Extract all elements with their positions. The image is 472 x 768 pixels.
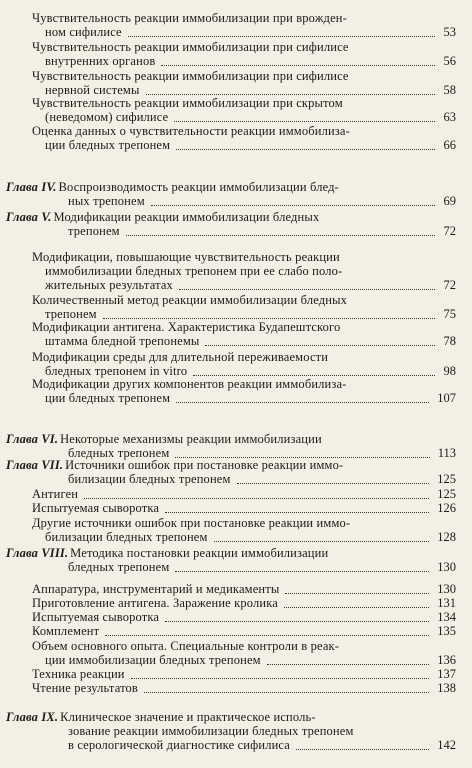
toc-entry-line <box>45 307 97 321</box>
chapter-label: Глава V. <box>6 210 52 224</box>
toc-entry-line <box>68 738 290 752</box>
page-number: 128 <box>437 530 456 544</box>
entry-text: иммобилизации бледных трепонем при ее слабо поло- <box>45 264 343 278</box>
dot-leader <box>193 375 435 376</box>
toc-entry-line <box>32 11 347 25</box>
entry-text: Источники ошибок при постановке реакции иммо- <box>65 458 344 472</box>
page-number: 98 <box>443 364 456 378</box>
toc-entry-line <box>6 710 316 724</box>
entry-text: Аппаратура, инструментарий и медикаменты <box>32 582 280 596</box>
chapter-label: Глава VI. <box>6 432 59 446</box>
page-number: 131 <box>437 596 456 610</box>
toc-entry-line <box>45 110 168 124</box>
entry-text: Другие источники ошибок при постановке реакции иммо- <box>32 516 351 530</box>
toc-entry-line <box>45 334 199 348</box>
toc-entry-line <box>32 596 278 610</box>
toc-entry-line <box>32 516 350 530</box>
toc-entry-line <box>45 530 208 544</box>
chapter-label: Глава IV. <box>6 180 57 194</box>
page-number: 134 <box>437 610 456 624</box>
page-number: 66 <box>443 138 456 152</box>
page-number: 125 <box>437 472 456 486</box>
toc-entry-line <box>32 610 159 624</box>
toc-entry-line <box>45 54 155 68</box>
dot-leader <box>214 541 429 542</box>
dot-leader <box>146 94 435 95</box>
page-number: 126 <box>437 501 456 515</box>
toc-entry-line <box>45 278 173 292</box>
dot-leader <box>175 571 429 572</box>
dot-leader <box>179 289 435 290</box>
entry-text: Некоторые механизмы реакции иммобилизации <box>60 432 322 446</box>
dot-leader <box>144 692 429 693</box>
entry-text: ции бледных трепонем <box>45 391 171 405</box>
toc-entry-line <box>6 180 339 194</box>
entry-text: Техника реакции <box>32 667 125 681</box>
entry-text: Приготовление антигена. Заражение кролика <box>32 596 278 610</box>
entry-text: Антиген <box>32 487 79 501</box>
entry-text: Объем основного опыта. Специальные контроли в реак- <box>32 639 340 653</box>
entry-text: ции бледных трепонем <box>45 138 171 152</box>
toc-entry-line <box>32 124 350 138</box>
dot-leader <box>237 483 429 484</box>
entry-text: нервной системы <box>45 83 140 97</box>
dot-leader <box>174 121 435 122</box>
toc-entry-line <box>32 501 159 515</box>
dot-leader <box>284 607 429 608</box>
entry-text: бледных трепонем <box>68 560 170 574</box>
entry-text: бледных трепонем in vitro <box>45 364 188 378</box>
page-number: 125 <box>437 487 456 501</box>
entry-text: ном сифилисе <box>45 25 122 39</box>
page-number: 138 <box>437 681 456 695</box>
entry-text: Модификации, повышающие чувствительность реакции <box>32 250 340 264</box>
dot-leader <box>161 65 435 66</box>
dot-leader <box>126 235 435 236</box>
entry-text: Чувствительность реакции иммобилизации при сифилисе <box>32 69 349 83</box>
entry-text: ных трепонем <box>68 194 145 208</box>
page-number: 130 <box>437 582 456 596</box>
toc-entry-line <box>6 432 322 446</box>
toc-entry-line <box>6 546 328 560</box>
toc-entry-line <box>32 582 279 596</box>
entry-text: Испытуемая сыворотка <box>32 610 160 624</box>
toc-entry-line <box>32 639 339 653</box>
toc-entry-line <box>32 96 343 110</box>
entry-text: Испытуемая сыворотка <box>32 501 160 515</box>
dot-leader <box>267 664 429 665</box>
toc-entry-line <box>32 667 125 681</box>
toc-entry-line <box>45 364 187 378</box>
entry-text: Клиническое значение и практическое исполь- <box>60 710 316 724</box>
toc-entry-line <box>45 391 170 405</box>
toc-entry-line <box>32 250 340 264</box>
entry-text: Модификации других компонентов реакции иммобилиза- <box>32 377 347 391</box>
entry-text: Методика постановки реакции иммобилизации <box>70 546 329 560</box>
entry-text: внутренних органов <box>45 54 156 68</box>
toc-entry-line <box>68 194 145 208</box>
page-number: 72 <box>443 278 456 292</box>
dot-leader <box>176 149 435 150</box>
toc-entry-line <box>45 264 342 278</box>
dot-leader <box>176 402 429 403</box>
toc-entry-line <box>6 458 343 472</box>
toc-entry-line <box>32 624 99 638</box>
entry-text: Чувствительность реакции иммобилизации при врожден- <box>32 11 347 25</box>
page-number: 142 <box>437 738 456 752</box>
page-number: 136 <box>437 653 456 667</box>
page-number: 113 <box>437 446 456 460</box>
entry-text: трепонем <box>45 307 97 321</box>
toc-entry-line <box>68 724 354 738</box>
toc-entry-line <box>32 40 349 54</box>
dot-leader <box>105 635 429 636</box>
page-number: 130 <box>437 560 456 574</box>
entry-text: ции иммобилизации бледных трепонем <box>45 653 261 667</box>
page-number: 58 <box>443 83 456 97</box>
toc-entry-line <box>32 487 78 501</box>
page-number: 78 <box>443 334 456 348</box>
entry-text: жительных результатах <box>45 278 173 292</box>
page-number: 137 <box>437 667 456 681</box>
dot-leader <box>296 749 429 750</box>
entry-text: Чтение результатов <box>32 681 138 695</box>
dot-leader <box>165 621 429 622</box>
toc-entry-line <box>45 653 261 667</box>
entry-text: Чувствительность реакции иммобилизации при сифилисе <box>32 40 349 54</box>
dot-leader <box>205 345 435 346</box>
page-number: 53 <box>443 25 456 39</box>
toc-entry-line <box>32 681 138 695</box>
entry-text: билизации бледных трепонем <box>45 530 208 544</box>
page-number: 72 <box>443 224 456 238</box>
toc-entry-line <box>32 350 328 364</box>
dot-leader <box>103 318 435 319</box>
entry-text: Модификации среды для длительной переживаемости <box>32 350 329 364</box>
entry-text: бледных трепонем <box>68 446 170 460</box>
toc-entry-line <box>68 224 120 238</box>
dot-leader <box>151 205 435 206</box>
page-number: 135 <box>437 624 456 638</box>
chapter-label: Глава VIII. <box>6 546 69 560</box>
entry-text: штамма бледной трепонемы <box>45 334 200 348</box>
dot-leader <box>128 36 435 37</box>
page-number: 107 <box>437 391 456 405</box>
page-number: 75 <box>443 307 456 321</box>
toc-entry-line <box>45 138 170 152</box>
entry-text: Модификации реакции иммобилизации бледных <box>53 210 320 224</box>
page-number: 69 <box>443 194 456 208</box>
entry-text: Оценка данных о чувствительности реакции иммобилиза- <box>32 124 350 138</box>
toc-entry-line <box>68 560 169 574</box>
toc-entry-line <box>45 83 140 97</box>
entry-text: Комплемент <box>32 624 100 638</box>
toc-entry-line <box>45 25 122 39</box>
chapter-label: Глава IX. <box>6 710 59 724</box>
dot-leader <box>131 678 429 679</box>
entry-text: Чувствительность реакции иммобилизации при скрытом <box>32 96 343 110</box>
toc-entry-line <box>32 377 347 391</box>
toc-entry-line <box>32 69 349 83</box>
dot-leader <box>285 593 429 594</box>
chapter-label: Глава VII. <box>6 458 64 472</box>
page-number: 63 <box>443 110 456 124</box>
entry-text: Количественный метод реакции иммобилизации бледных <box>32 293 348 307</box>
entry-text: Модификации антигена. Характеристика Будапештского <box>32 320 341 334</box>
toc-entry-line <box>32 293 347 307</box>
dot-leader <box>84 498 429 499</box>
entry-text: в серологической диагностике сифилиса <box>68 738 290 752</box>
entry-text: Воспроизводимость реакции иммобилизации блед- <box>58 180 339 194</box>
entry-text: (неведомом) сифилисе <box>45 110 169 124</box>
page-number: 56 <box>443 54 456 68</box>
entry-text: трепонем <box>68 224 120 238</box>
entry-text: билизации бледных трепонем <box>68 472 231 486</box>
entry-text: зование реакции иммобилизации бледных трепонем <box>68 724 354 738</box>
toc-entry-line <box>6 210 319 224</box>
toc-entry-line <box>32 320 340 334</box>
toc-entry-line <box>68 472 231 486</box>
dot-leader <box>165 512 429 513</box>
